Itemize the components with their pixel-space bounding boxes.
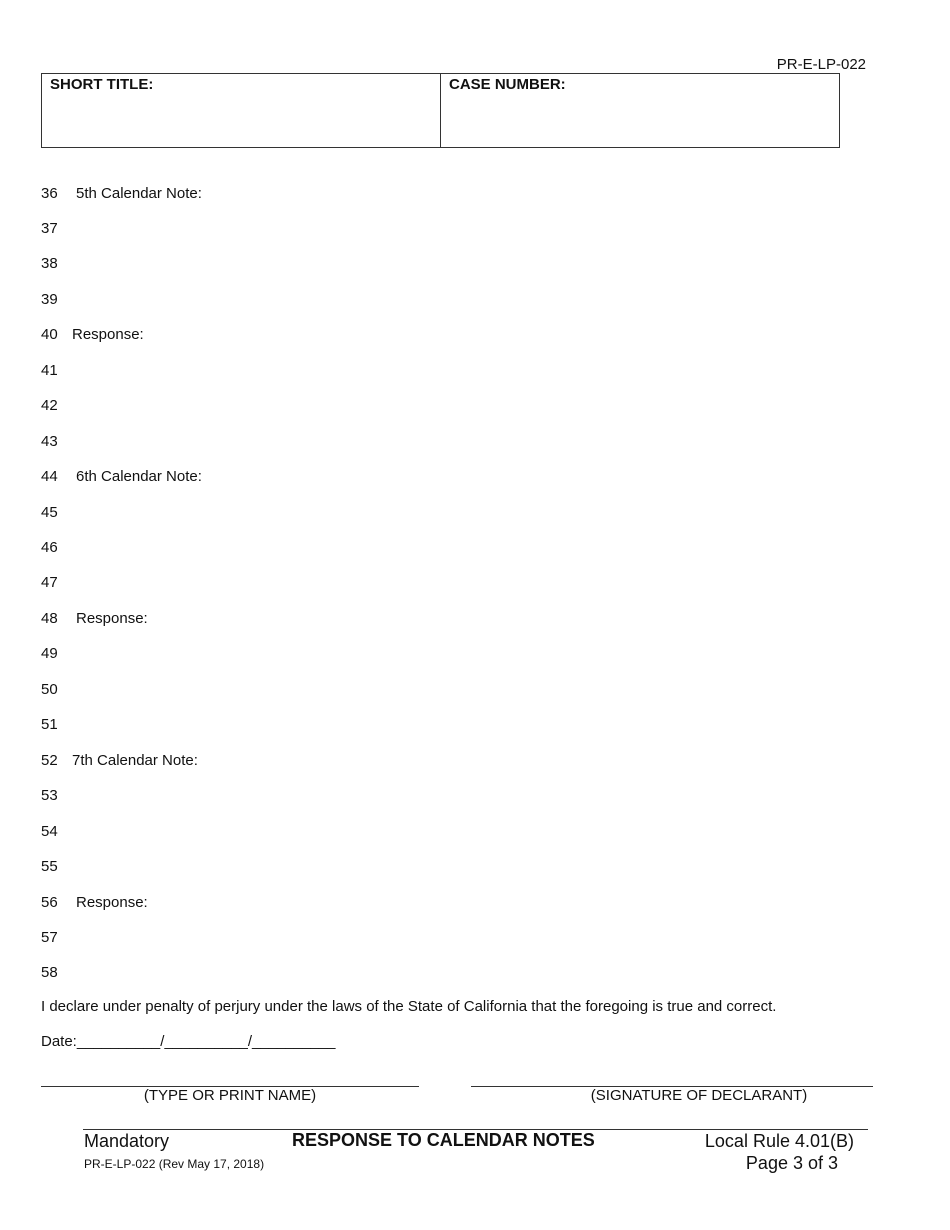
line-row[interactable] bbox=[41, 538, 65, 558]
line-number: 50 bbox=[41, 680, 58, 698]
signature-caption: (SIGNATURE OF DECLARANT) bbox=[590, 1087, 808, 1104]
line-label: Response: bbox=[76, 609, 148, 627]
line-row[interactable] bbox=[41, 183, 202, 203]
declaration-text: I declare under penalty of perjury under the laws of the State of California that the foregoing is true and correct. bbox=[41, 998, 777, 1015]
line-row[interactable] bbox=[41, 892, 148, 912]
line-label: Response: bbox=[72, 326, 144, 344]
line-row[interactable] bbox=[41, 679, 65, 699]
line-row[interactable] bbox=[41, 644, 65, 664]
footer-revision: PR-E-LP-022 (Rev May 17, 2018) bbox=[84, 1157, 265, 1171]
line-row[interactable] bbox=[41, 254, 65, 274]
case-number-field[interactable] bbox=[440, 74, 839, 147]
line-number: 53 bbox=[41, 787, 58, 805]
line-number: 52 bbox=[41, 751, 58, 769]
line-row[interactable] bbox=[41, 857, 65, 877]
line-row[interactable] bbox=[41, 750, 198, 770]
line-row[interactable] bbox=[41, 786, 65, 806]
line-number: 41 bbox=[41, 361, 58, 379]
footer-page-number: Page 3 of 3 bbox=[745, 1153, 838, 1173]
line-row[interactable] bbox=[41, 325, 144, 345]
line-number: 54 bbox=[41, 822, 58, 840]
case-number-label: CASE NUMBER: bbox=[449, 76, 566, 93]
date-field[interactable]: Date:__________/__________/__________ bbox=[41, 1033, 336, 1050]
line-number: 40 bbox=[41, 326, 58, 344]
line-number: 44 bbox=[41, 468, 58, 486]
line-number: 57 bbox=[41, 928, 58, 946]
short-title-label: SHORT TITLE: bbox=[50, 76, 154, 93]
line-row[interactable] bbox=[41, 396, 65, 416]
line-label: 5th Calendar Note: bbox=[76, 184, 202, 202]
line-number: 49 bbox=[41, 645, 58, 663]
line-row[interactable] bbox=[41, 927, 65, 947]
line-label: 7th Calendar Note: bbox=[72, 751, 198, 769]
line-row[interactable] bbox=[41, 608, 148, 628]
line-row[interactable] bbox=[41, 431, 65, 451]
line-row[interactable] bbox=[41, 360, 65, 380]
short-title-field[interactable] bbox=[42, 74, 440, 147]
case-header-box bbox=[41, 73, 840, 148]
line-number: 42 bbox=[41, 397, 58, 415]
line-row[interactable] bbox=[41, 821, 65, 841]
footer-local-rule: Local Rule 4.01(B) bbox=[704, 1131, 854, 1151]
line-number: 48 bbox=[41, 609, 58, 627]
line-number: 51 bbox=[41, 716, 58, 734]
footer-mandatory: Mandatory bbox=[84, 1131, 170, 1151]
line-row[interactable] bbox=[41, 573, 65, 593]
form-id: PR-E-LP-022 bbox=[776, 56, 866, 73]
line-number: 38 bbox=[41, 255, 58, 273]
line-number: 39 bbox=[41, 290, 58, 308]
line-number: 43 bbox=[41, 432, 58, 450]
line-label: 6th Calendar Note: bbox=[76, 468, 202, 486]
line-number: 37 bbox=[41, 219, 58, 237]
line-row[interactable] bbox=[41, 218, 65, 238]
line-number: 55 bbox=[41, 858, 58, 876]
footer-title: RESPONSE TO CALENDAR NOTES bbox=[292, 1130, 595, 1150]
line-row[interactable] bbox=[41, 467, 202, 487]
line-row[interactable] bbox=[41, 502, 65, 522]
line-row[interactable] bbox=[41, 715, 65, 735]
line-number: 56 bbox=[41, 893, 58, 911]
line-row[interactable] bbox=[41, 963, 65, 983]
line-number: 36 bbox=[41, 184, 58, 202]
line-number: 58 bbox=[41, 964, 58, 982]
line-label: Response: bbox=[76, 893, 148, 911]
name-caption: (TYPE OR PRINT NAME) bbox=[143, 1087, 317, 1104]
line-number: 46 bbox=[41, 539, 58, 556]
line-row[interactable] bbox=[41, 289, 65, 309]
line-number: 47 bbox=[41, 574, 58, 592]
line-number: 45 bbox=[41, 503, 58, 521]
